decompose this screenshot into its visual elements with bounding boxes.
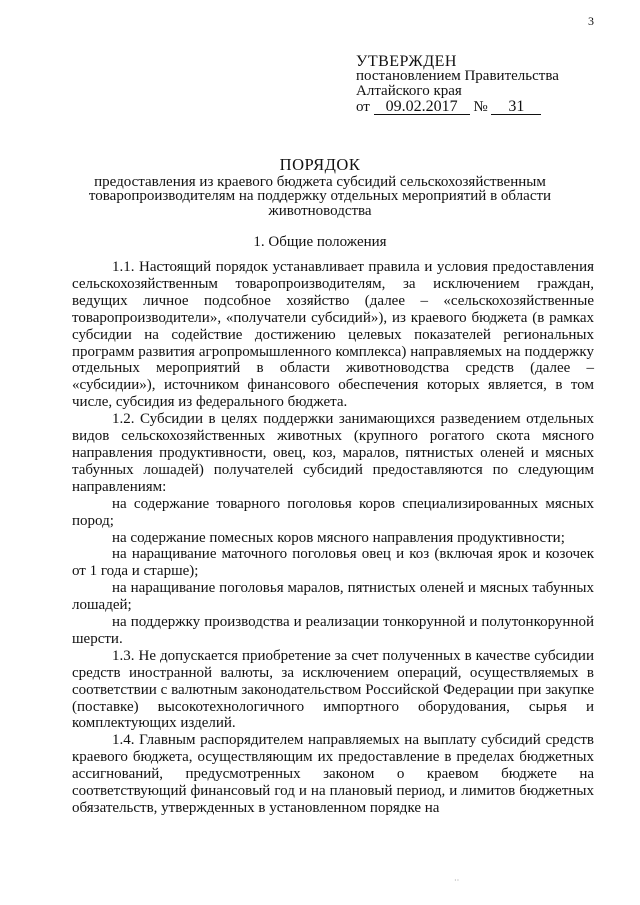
approval-stamp: [356, 54, 559, 115]
paragraph-1-4: 1.4. Главным распорядителем направляемых на выплату субсидий средств краевого бюджета, осуществляющим их предоставление в пределах бюджетных ассигнований, предусмотренных законом о краевом бюджете на соответствующий финансовый год и на плановый период, и лимитов бюджетных обязательств, утвержденных в установленном порядке на: [72, 732, 594, 816]
list-item: на наращивание поголовья маралов, пятнистых оленей и мясных табунных лошадей;: [72, 580, 594, 614]
list-item: на поддержку производства и реализации тонкорунной и полутонкорунной шерсти.: [72, 614, 594, 647]
list-item: на содержание товарного поголовья коров специализированных мясных пород;: [72, 495, 594, 529]
document-body: [72, 259, 594, 817]
document-title: ПОРЯДОК: [279, 155, 361, 174]
paragraph-1-1: 1.1. Настоящий порядок устанавливает правила и условия предоставления сельскохозяйственным товаропроизводителям, за исключением граждан, ведущих личное подсобное хозяйство (далее – «сельскохозяйственные товаропроизводители», «получатели субсидий»), из краевого бюджета (в рамках субсидии на содействие достижению целевых показателей региональных программ развития агропромышленного комплекса) направляемых на поддержку отдельных мероприятий в области животноводства средств (далее – «субсидии»), источником финансового обеспечения которых является, в том числе, субсидия из федерального бюджета.: [72, 259, 594, 411]
approval-date-line: [356, 99, 559, 115]
date-prefix: от: [356, 99, 370, 115]
scan-mark: ··: [454, 876, 460, 885]
approval-number: 31: [491, 99, 541, 115]
page-number: 3: [588, 14, 594, 28]
approval-date: 09.02.2017: [374, 99, 470, 115]
approved-heading: УТВЕРЖДЕН: [356, 53, 457, 70]
paragraph-1-3: 1.3. Не допускается приобретение за счет полученных в качестве субсидии средств иностранной валюты, за исключением операций, осуществляемых в соответствии с валютным законодательством Российской Федерации при закупке (поставке) высокотехнологичного импортного оборудования, сырья и комплектующих изделий.: [72, 647, 594, 732]
paragraph-1-2: 1.2. Субсидии в целях поддержки занимающихся разведением отдельных видов сельскохозяйственных животных (крупного рогатого скота мясного направления продуктивности, овец, коз, маралов, пятнистых оленей и мясных табунных лошадей) получателей субсидий предоставляются по следующим направлениям:: [72, 411, 594, 495]
section-heading: 1. Общие положения: [253, 234, 387, 250]
approval-line-1: постановлением Правительства: [356, 68, 559, 84]
list-item: на наращивание маточного поголовья овец и коз (включая ярок и козочек от 1 года и старше);: [72, 546, 594, 580]
number-sign: №: [473, 99, 488, 115]
document-title-block: [60, 155, 580, 219]
document-subtitle: предоставления из краевого бюджета субсидий сельскохозяйственным товаропроизводителям на поддержку отдельных мероприятий в области животноводства: [88, 173, 552, 219]
approval-line-2: Алтайского края: [356, 83, 462, 99]
list-item: на содержание помесных коров мясного направления продуктивности;: [112, 529, 565, 546]
